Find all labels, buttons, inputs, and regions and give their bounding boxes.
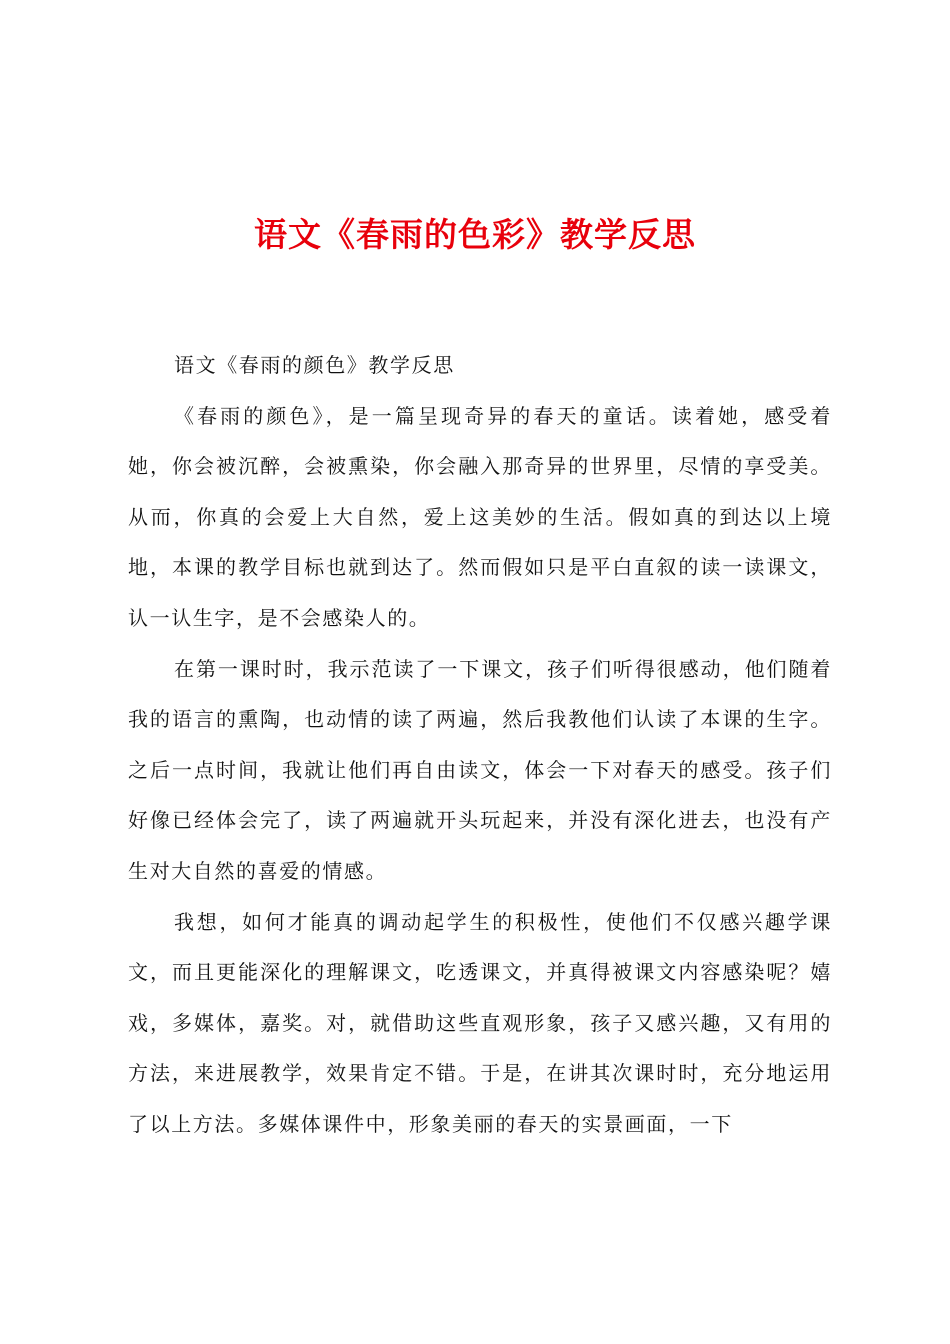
document-body	[128, 340, 832, 1150]
document-title: 语文《春雨的色彩》教学反思	[254, 215, 696, 254]
document-subtitle: 语文《春雨的颜色》教学反思	[174, 353, 455, 377]
paragraph-3: 我想，如何才能真的调动起学生的积极性，使他们不仅感兴趣学课文，而且更能深化的理解课文，吃透课文，并真得被课文内容感染呢？嬉戏，多媒体，嘉奖。对，就借助这些直观形象，孩子又感兴趣，又有用的方法，来进展教学，效果肯定不错。于是，在讲其次课时时，充分地运用了以上方法。多媒体课件中，形象美丽的春天的实景画面，一下	[128, 909, 832, 1136]
paragraph-2: 在第一课时时，我示范读了一下课文，孩子们听得很感动，他们随着我的语言的熏陶，也动情的读了两遍，然后我教他们认读了本课的生字。之后一点时间，我就让他们再自由读文，体会一下对春天的感受。孩子们好像已经体会完了，读了两遍就开头玩起来，并没有深化进去，也没有产生对大自然的喜爱的情感。	[128, 656, 832, 883]
paragraph-1: 《春雨的颜色》，是一篇呈现奇异的春天的童话。读着她，感受着她，你会被沉醉，会被熏染，你会融入那奇异的世界里，尽情的享受美。从而，你真的会爱上大自然，爱上这美妙的生活。假如真的到达以上境地，本课的教学目标也就到达了。然而假如只是平白直叙的读一读课文，认一认生字，是不会感染人的。	[128, 403, 832, 630]
